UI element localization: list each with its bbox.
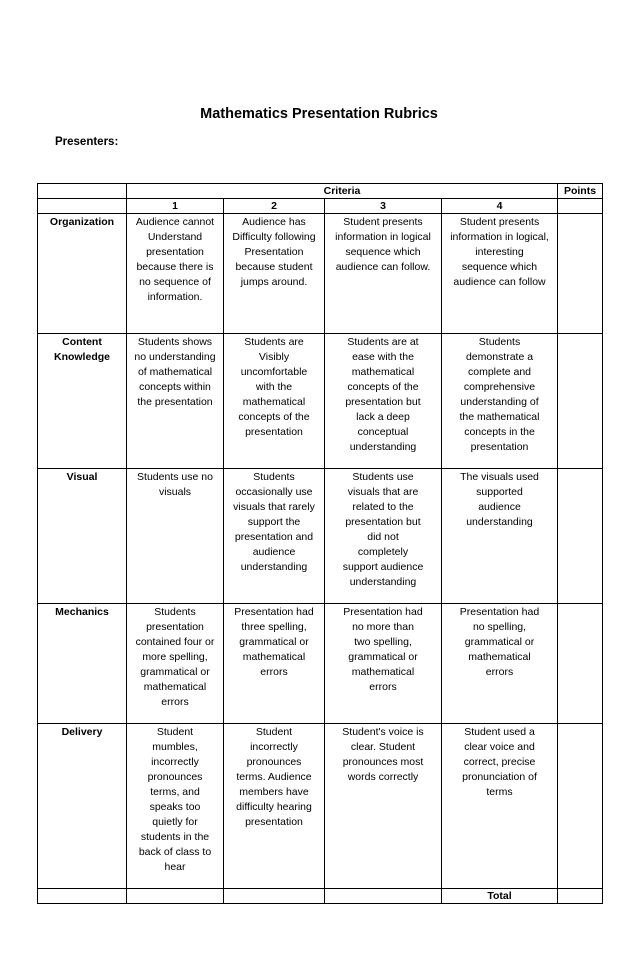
total-row-blank-cell xyxy=(224,889,325,904)
criteria-cell: Students demonstrate a complete and comprehensive understanding of the mathematical concepts in the presentation xyxy=(442,334,558,469)
criteria-cell: Student presents information in logical, interesting sequence which audience can follow xyxy=(442,214,558,334)
total-points-cell xyxy=(558,889,603,904)
rubric-row-content-knowledge xyxy=(38,334,603,469)
criteria-cell: Students are Visibly uncomfortable with the mathematical concepts of the presentation xyxy=(224,334,325,469)
total-row xyxy=(38,889,603,904)
criteria-cell: Presentation had three spelling, grammatical or mathematical errors xyxy=(224,604,325,724)
score-header-blank-cell xyxy=(38,199,127,214)
row-label: Visual xyxy=(38,469,127,604)
score-header-4: 4 xyxy=(442,199,558,214)
criteria-cell: Students shows no understanding of mathematical concepts within the presentation xyxy=(127,334,224,469)
row-label: Organization xyxy=(38,214,127,334)
total-row-blank-cell xyxy=(38,889,127,904)
total-label: Total xyxy=(442,889,558,904)
criteria-cell: Student mumbles, incorrectly pronounces terms, and speaks too quietly for students in the back of class to hear xyxy=(127,724,224,889)
rubric-table xyxy=(37,183,603,904)
total-row-blank-cell xyxy=(127,889,224,904)
points-cell xyxy=(558,604,603,724)
criteria-cell: Presentation had no more than two spelling, grammatical or mathematical errors xyxy=(325,604,442,724)
criteria-header: Criteria xyxy=(127,184,558,199)
criteria-cell: Students presentation contained four or more spelling, grammatical or mathematical errors xyxy=(127,604,224,724)
points-cell xyxy=(558,724,603,889)
rubric-row-organization xyxy=(38,214,603,334)
rubric-row-mechanics xyxy=(38,604,603,724)
points-cell xyxy=(558,214,603,334)
row-label: Content Knowledge xyxy=(38,334,127,469)
criteria-cell: Student's voice is clear. Student pronounces most words correctly xyxy=(325,724,442,889)
points-header: Points xyxy=(558,184,603,199)
criteria-cell: The visuals used supported audience understanding xyxy=(442,469,558,604)
criteria-cell: Presentation had no spelling, grammatical or mathematical errors xyxy=(442,604,558,724)
total-row-blank-cell xyxy=(325,889,442,904)
criteria-cell: Students use visuals that are related to the presentation but did not completely support audience understanding xyxy=(325,469,442,604)
page-title: Mathematics Presentation Rubrics xyxy=(200,106,438,122)
criteria-cell: Audience cannot Understand presentation because there is no sequence of information. xyxy=(127,214,224,334)
header-blank-cell xyxy=(38,184,127,199)
criteria-cell: Student presents information in logical sequence which audience can follow. xyxy=(325,214,442,334)
score-header-3: 3 xyxy=(325,199,442,214)
criteria-cell: Students are at ease with the mathematical concepts of the presentation but lack a deep conceptual understanding xyxy=(325,334,442,469)
row-label: Delivery xyxy=(38,724,127,889)
presenters-label: Presenters: xyxy=(55,136,119,148)
criteria-header-row xyxy=(38,184,603,199)
score-header-points-blank xyxy=(558,199,603,214)
rubric-row-delivery xyxy=(38,724,603,889)
criteria-cell: Students occasionally use visuals that rarely support the presentation and audience understanding xyxy=(224,469,325,604)
criteria-cell: Audience has Difficulty following Presentation because student jumps around. xyxy=(224,214,325,334)
rubric-row-visual xyxy=(38,469,603,604)
points-cell xyxy=(558,469,603,604)
points-cell xyxy=(558,334,603,469)
criteria-cell: Student incorrectly pronounces terms. Audience members have difficulty hearing presentation xyxy=(224,724,325,889)
score-header-2: 2 xyxy=(224,199,325,214)
score-header-row xyxy=(38,199,603,214)
criteria-cell: Students use no visuals xyxy=(127,469,224,604)
criteria-cell: Student used a clear voice and correct, precise pronunciation of terms xyxy=(442,724,558,889)
row-label: Mechanics xyxy=(38,604,127,724)
score-header-1: 1 xyxy=(127,199,224,214)
